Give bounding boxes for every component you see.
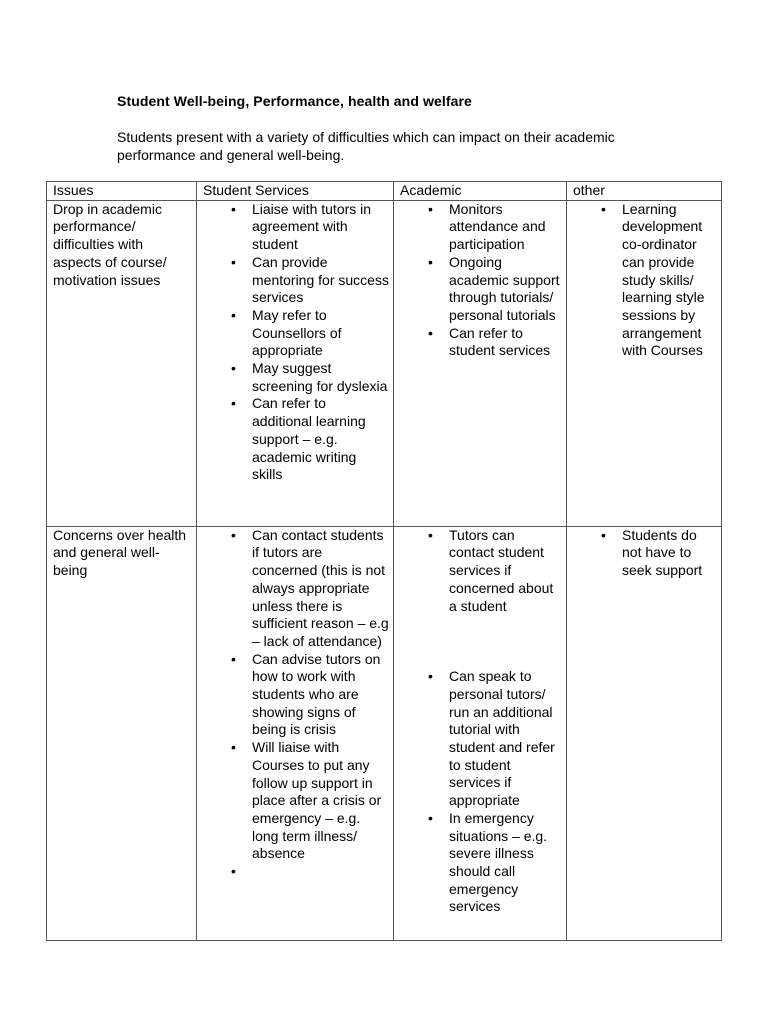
academic-cell	[394, 526, 567, 940]
student-services-cell	[197, 200, 394, 526]
list-item: • Can refer to student services	[449, 325, 562, 360]
other-cell	[567, 526, 722, 940]
other-cell	[567, 200, 722, 526]
list-item: • Learning development co-ordinator can provide study skills/ learning style sessions by arrangement with Courses	[622, 201, 717, 360]
list-item: • Can advise tutors on how to work with students who are showing signs of being is crisis	[252, 651, 389, 740]
student-services-list	[203, 527, 389, 881]
header-issues: Issues	[47, 182, 197, 201]
list-item: • Tutors can contact student services if concerned about a student	[449, 527, 562, 616]
list-item: • Can contact students if tutors are concerned (this is not always appropriate unless there is sufficient reason – e.g – lack of attendance)	[252, 527, 389, 651]
issue-cell: Concerns over health and general well-being	[47, 526, 197, 940]
list-item: • Can speak to personal tutors/ run an additional tutorial with student and refer to student services if appropriate	[449, 668, 562, 810]
other-list	[573, 527, 717, 580]
list-item: • Liaise with tutors in agreement with student	[252, 201, 389, 254]
student-services-cell	[197, 526, 394, 940]
list-item: • May refer to Counsellors of appropriate	[252, 307, 389, 360]
header-academic: Academic	[394, 182, 567, 201]
list-item: • May suggest screening for dyslexia	[252, 360, 389, 395]
academic-list	[400, 201, 562, 360]
header-other: other	[567, 182, 722, 201]
table-row	[47, 526, 722, 940]
table-row	[47, 200, 722, 526]
list-item: • Will liaise with Courses to put any follow up support in place after a crisis or emergency – e.g. long term illness/ absence	[252, 739, 389, 863]
list-item-empty	[252, 863, 389, 881]
student-services-list	[203, 201, 389, 484]
support-table	[46, 181, 722, 941]
intro-paragraph: Students present with a variety of difficulties which can impact on their academic performance and general well-being.	[117, 129, 615, 163]
document-title: Student Well-being, Performance, health and welfare	[117, 93, 472, 109]
table-header-row	[47, 182, 722, 201]
other-list	[573, 201, 717, 360]
list-item: • Can refer to additional learning support – e.g. academic writing skills	[252, 395, 389, 484]
header-student-services: Student Services	[197, 182, 394, 201]
list-item: • In emergency situations – e.g. severe illness should call emergency services	[449, 810, 562, 916]
academic-cell	[394, 200, 567, 526]
list-item: • Students do not have to seek support	[622, 527, 717, 580]
academic-list	[400, 527, 562, 916]
list-spacer	[449, 615, 562, 668]
list-item: • Can provide mentoring for success services	[252, 254, 389, 307]
list-item: • Monitors attendance and participation	[449, 201, 562, 254]
list-item: • Ongoing academic support through tutorials/ personal tutorials	[449, 254, 562, 325]
issue-cell: Drop in academic performance/ difficulties with aspects of course/ motivation issues	[47, 200, 197, 526]
